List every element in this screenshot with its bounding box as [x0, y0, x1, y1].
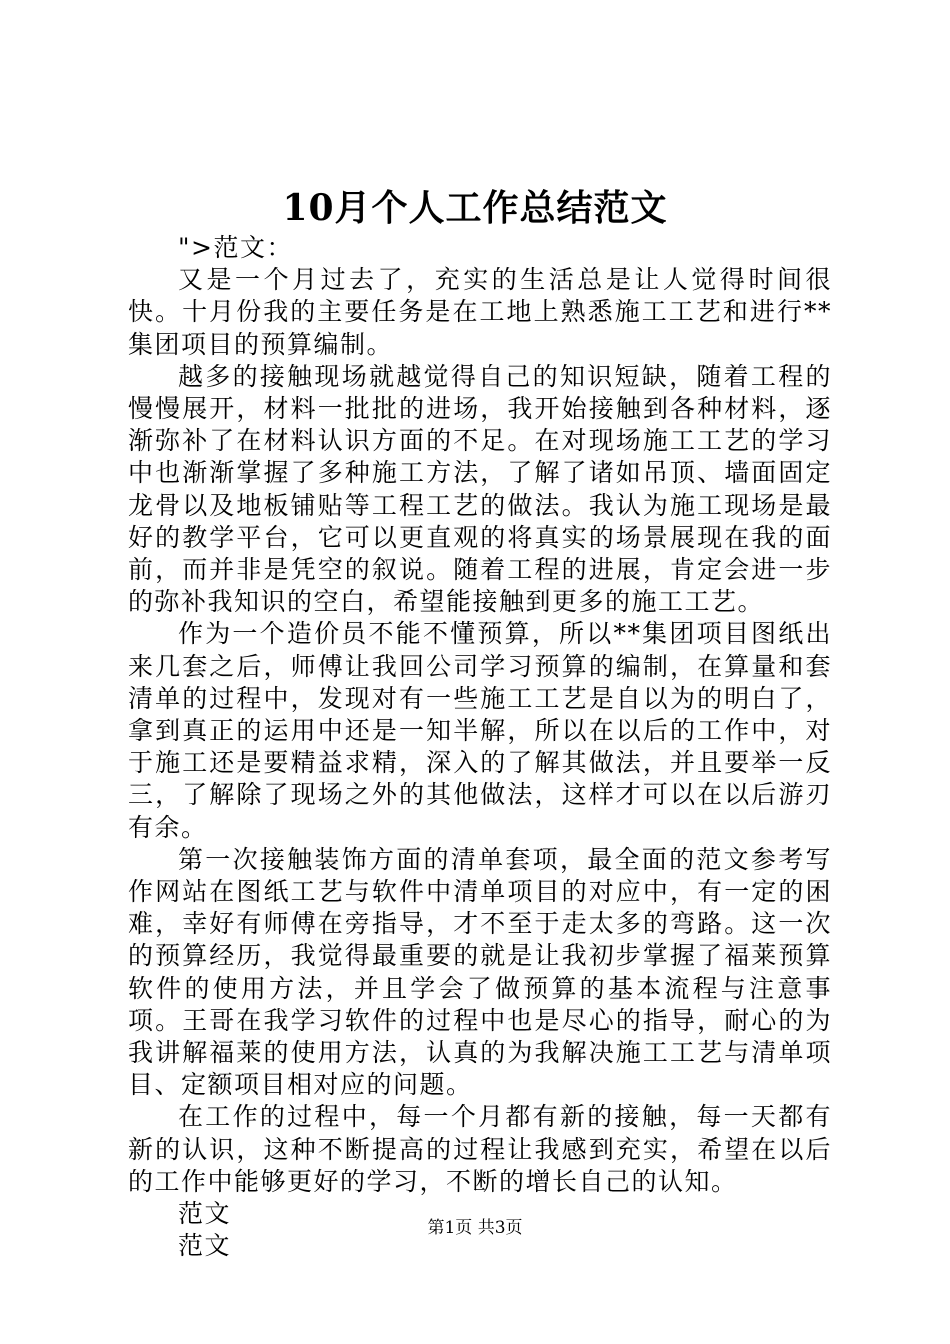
paragraph-fanwen-2: 范文 — [178, 1231, 232, 1261]
paragraph-software-learning: 第一次接触装饰方面的清单套项，最全面的范文参考写作网站在图纸工艺与软件中清单项目的对应中，有一定的困难，幸好有师傅在旁指导，才不至于走太多的弯路。这一次的预算经历，我觉得最重要的就是让我初步掌握了福莱预算软件的使用方法，并且学会了做预算的基本流程与注意事项。王哥在我学习软件的过程中也是尽心的指导，耐心的为我讲解福莱的使用方法，认真的为我解决施工工艺与清单项目、定额项目相对应的问题。 — [128, 844, 832, 1100]
paragraph-intro: 又是一个月过去了，充实的生活总是让人觉得时间很快。十月份我的主要任务是在工地上熟悉施工工艺和进行**集团项目的预算编制。 — [128, 265, 832, 359]
paragraph-conclusion: 在工作的过程中，每一个月都有新的接触，每一天都有新的认识，这种不断提高的过程让我感到充实，希望在以后的工作中能够更好的学习，不断的增长自己的认知。 — [128, 1102, 832, 1196]
paragraph-prefix: ">范文： — [178, 233, 293, 262]
paragraph-site-learning: 越多的接触现场就越觉得自己的知识短缺，随着工程的慢慢展开，材料一批批的进场，我开始接触到各种材料，逐渐弥补了在材料认识方面的不足。在对现场施工工艺的学习中也渐渐掌握了多种施工方法，了解了诸如吊顶、墙面固定龙骨以及地板铺贴等工程工艺的做法。我认为施工现场是最好的教学平台，它可以更直观的将真实的场景展现在我的面前，而并非是凭空的叙说。随着工程的进展，肯定会进一步的弥补我知识的空白，希望能接触到更多的施工工艺。 — [128, 361, 832, 617]
paragraph-budget-learning: 作为一个造价员不能不懂预算，所以**集团项目图纸出来几套之后，师傅让我回公司学习预算的编制，在算量和套清单的过程中，发现对有一些施工工艺是自以为的明白了，拿到真正的运用中还是一知半解，所以在以后的工作中，对于施工还是要精益求精，深入的了解其做法，并且要举一反三，了解除了现场之外的其他做法，这样才可以在以后游刃有余。 — [128, 619, 832, 842]
paragraph-fanwen-1: 范文 — [178, 1199, 232, 1229]
document-title: 10月个人工作总结范文 — [282, 187, 668, 229]
page-footer: 第1页 共3页 — [427, 1218, 523, 1238]
document-body — [128, 232, 832, 1263]
